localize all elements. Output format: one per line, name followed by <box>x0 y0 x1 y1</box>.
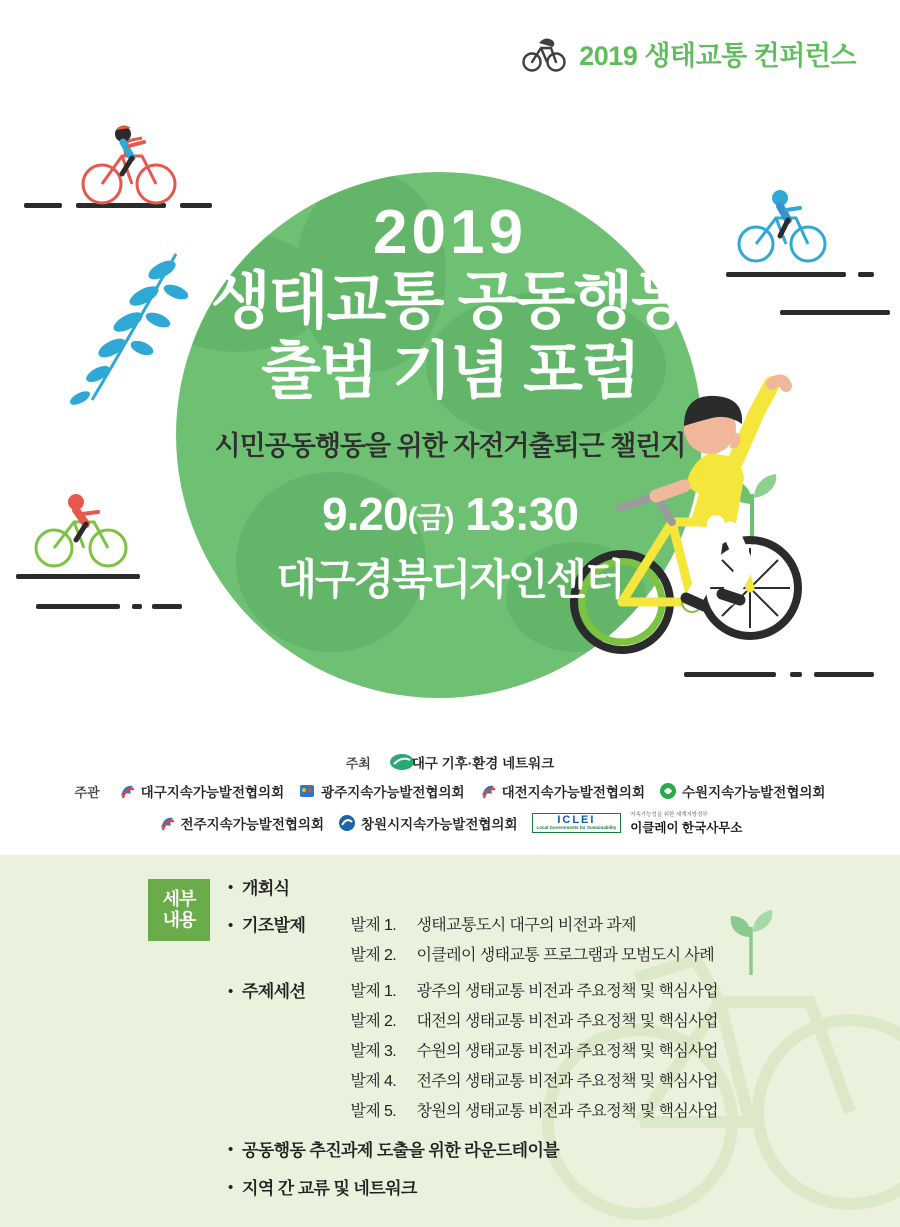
program-list <box>228 873 868 1211</box>
hero-subtitle: 시민공동행동을 위한 자전거출퇴근 챌린지 <box>214 430 686 461</box>
program-sub-row <box>350 1013 718 1030</box>
decor-dash <box>24 203 62 208</box>
program-item <box>228 911 868 971</box>
suwon-mark-icon <box>659 782 677 800</box>
gwangju-mark-icon <box>298 782 316 800</box>
hero-time: 13:30 <box>465 487 578 540</box>
organizer-name: 수원지속가능발전협의회 <box>682 785 826 800</box>
iclei-kr-label: 이클레이 한국사무소 <box>630 821 743 835</box>
iclei-kr-name <box>630 810 742 836</box>
program-sub-row <box>350 1043 718 1060</box>
hero-datetime <box>150 487 750 541</box>
organizer-name: 대전지속가능발전협의회 <box>501 785 646 800</box>
hero-venue: 대구경북디자인센터 <box>276 555 624 603</box>
iclei-box <box>532 813 622 833</box>
program-sub-num: 발제 2. <box>350 1013 397 1030</box>
program-item-title: 공동행동 추진과제 도출을 위한 라운드테이블 <box>242 1141 560 1160</box>
program-sub-text: 수원의 생태교통 비전과 주요정책 및 핵심사업 <box>416 1043 718 1060</box>
daegu-mark-icon <box>118 782 136 800</box>
iclei-tagline: 지속가능성을 위한 세계지방정부 <box>630 812 708 818</box>
organizer-item <box>118 781 284 801</box>
decor-dash <box>780 310 890 315</box>
program-sub-row <box>350 917 636 934</box>
daejeon-mark-icon <box>479 782 497 800</box>
bullet-icon: • <box>228 1141 234 1158</box>
cyclist-bottom-left-icon <box>30 488 134 577</box>
program-sub-row <box>350 947 714 964</box>
poster-header <box>521 34 856 73</box>
iclei-word: ICLEI <box>557 814 596 827</box>
program-sub-row <box>350 1073 718 1090</box>
program-sub-num: 발제 3. <box>350 1043 397 1060</box>
program-item-title: 개회식 <box>242 879 290 898</box>
decor-dash <box>36 604 120 609</box>
organizer-row-2 <box>0 810 900 836</box>
organizer-name: 창원시지속가능발전협의회 <box>361 817 518 832</box>
program-sub-row <box>350 1103 718 1120</box>
program-sub-num: 발제 1. <box>350 917 397 934</box>
iclei-subline: Local Governments for Sustainability <box>536 825 617 831</box>
program-item <box>228 1173 868 1205</box>
program-sub-text: 이클레이 생태교통 프로그램과 모범도시 사례 <box>416 947 715 964</box>
organizer-item <box>338 813 518 833</box>
bullet-icon: • <box>228 983 234 1000</box>
organizer-name: 전주지속가능발전협의회 <box>180 817 324 832</box>
program-sub-text: 광주의 생태교통 비전과 주요정책 및 핵심사업 <box>416 983 718 1000</box>
program-item <box>228 1135 868 1167</box>
program-item-title: 주제세션 <box>242 982 306 1001</box>
host-item <box>389 752 554 772</box>
program-sub-text: 전주의 생태교통 비전과 주요정책 및 핵심사업 <box>416 1073 718 1090</box>
program-item-title: 기조발제 <box>242 916 306 935</box>
organizer-row-1 <box>0 781 900 801</box>
jeonju-mark-icon <box>158 814 176 832</box>
header-title: 2019 생태교통 컨퍼런스 <box>579 41 856 71</box>
organizer-label: 주관 <box>74 784 100 800</box>
hero-title-line2: 출범 기념 포럼 <box>261 336 639 406</box>
organizer-item <box>158 813 324 833</box>
hero-text-block <box>150 200 750 607</box>
program-sub-num: 발제 5. <box>350 1103 397 1120</box>
changwon-mark-icon <box>338 814 356 832</box>
decor-dash <box>858 272 874 277</box>
hero-day: (금) <box>407 501 454 535</box>
organizer-name: 광주지속가능발전협의회 <box>321 785 465 800</box>
program-item <box>228 977 868 1127</box>
program-badge-line2: 내용 <box>162 910 196 930</box>
program-section <box>0 855 900 1227</box>
program-item-title: 지역 간 교류 및 네트워크 <box>242 1179 417 1198</box>
program-sub-num: 발제 4. <box>350 1073 397 1090</box>
bicycle-icon <box>521 35 567 73</box>
organizers-block <box>0 752 900 845</box>
decor-dash <box>814 672 874 677</box>
bullet-icon: • <box>228 1179 234 1196</box>
program-badge-line1: 세부 <box>162 889 196 910</box>
program-sub-num: 발제 1. <box>350 983 397 1000</box>
program-sub-row <box>350 983 718 1000</box>
host-name: 대구 기후·환경 네트워크 <box>411 756 555 771</box>
hero-year: 2019 <box>373 198 527 267</box>
hero-title-line1: 생태교통 공동행동 <box>210 267 690 337</box>
host-label: 주최 <box>345 755 371 771</box>
organizer-name: 대구지속가능발전협의회 <box>140 785 285 800</box>
program-sub-text: 생태교통도시 대구의 비전과 과제 <box>416 917 636 934</box>
program-sub-text: 대전의 생태교통 비전과 주요정책 및 핵심사업 <box>416 1013 718 1030</box>
program-badge <box>148 879 210 941</box>
program-sub-text: 창원의 생태교통 비전과 주요정책 및 핵심사업 <box>416 1103 718 1120</box>
program-item <box>228 873 868 905</box>
bullet-icon: • <box>228 917 234 934</box>
program-sub-num: 발제 2. <box>350 947 397 964</box>
hero-date: 9.20 <box>322 487 408 540</box>
host-row <box>0 752 900 772</box>
bullet-icon: • <box>228 879 234 896</box>
organizer-item <box>659 781 825 801</box>
decor-dash <box>132 604 142 609</box>
iclei-logo <box>532 810 743 836</box>
organizer-item <box>298 781 464 801</box>
organizer-item <box>479 781 645 801</box>
leaf-circle-mark-icon <box>389 753 407 771</box>
